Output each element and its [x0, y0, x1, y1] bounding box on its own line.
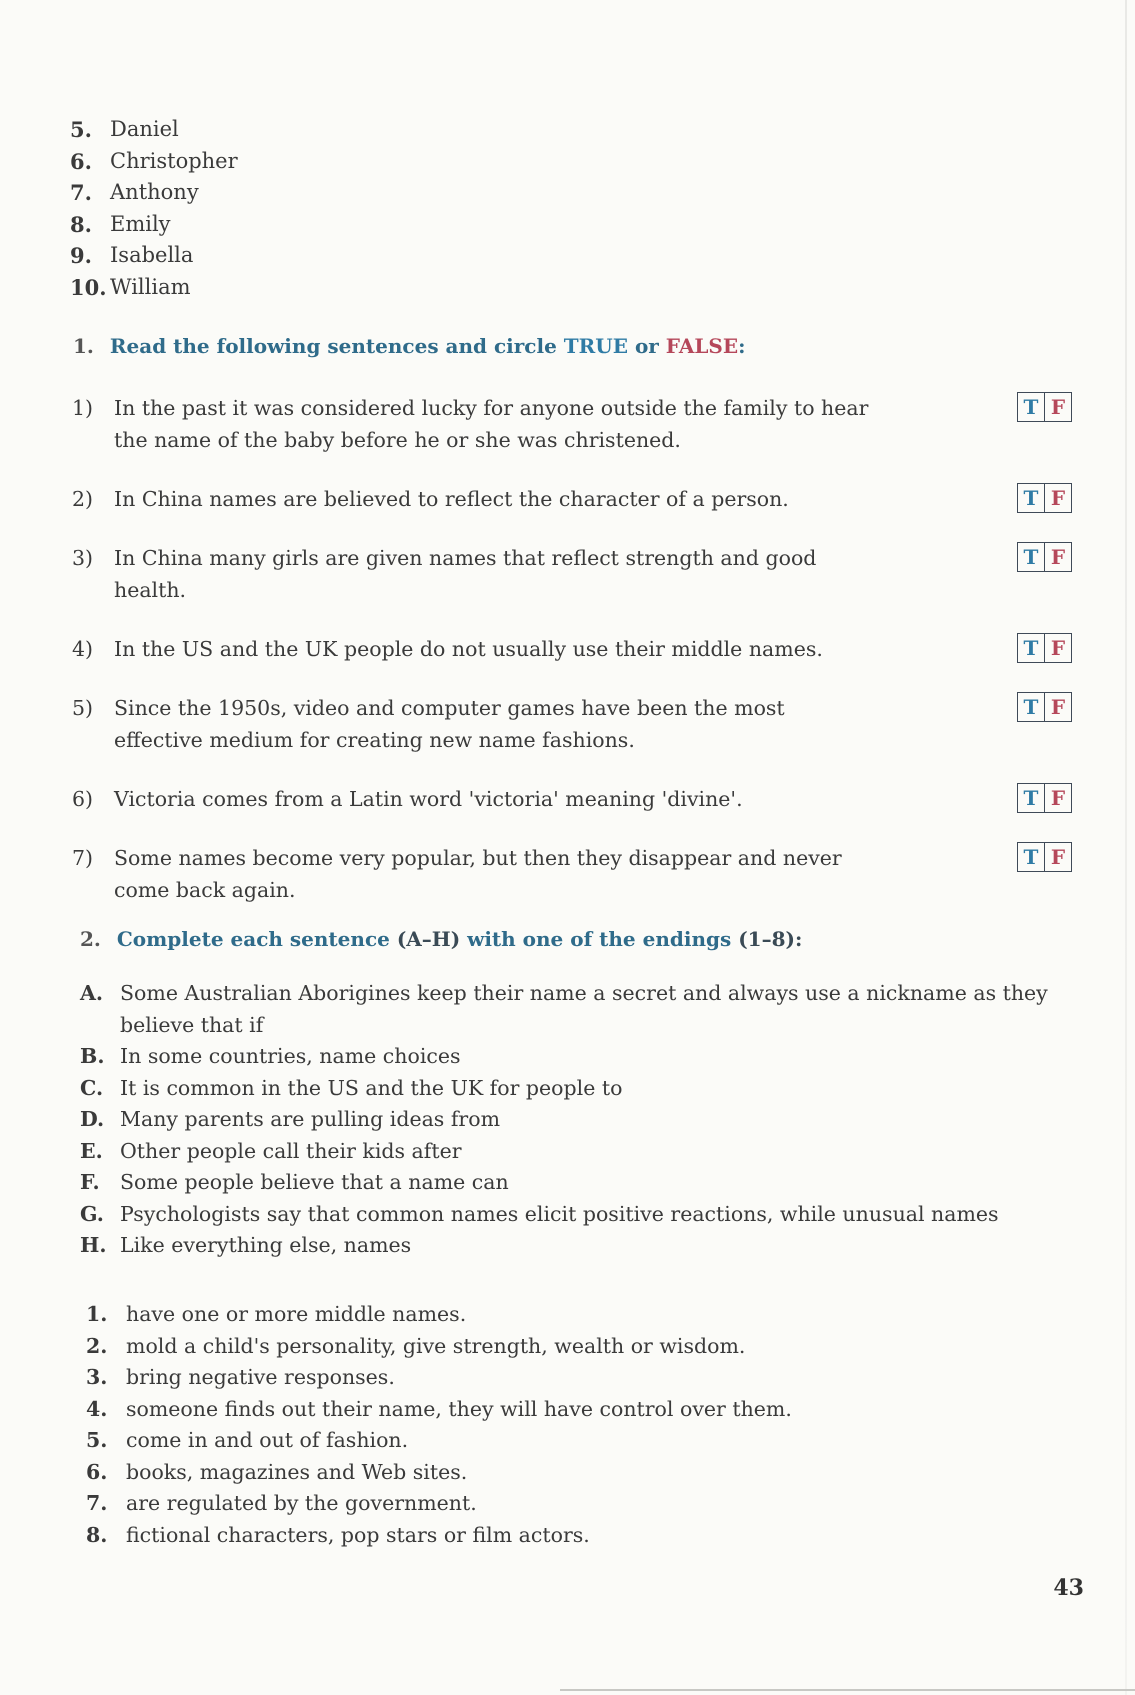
ending-text: fictional characters, pop stars or film actors.: [126, 1522, 590, 1547]
sentence-text: It is common in the US and the UK for people to: [120, 1075, 623, 1100]
statement-text: In the past it was considered lucky for anyone outside the family to hear the name of the baby before he or she was christened.: [114, 396, 869, 452]
statement-number: 2): [72, 487, 94, 511]
statement-text: In China many girls are given names that reflect strength and good health.: [114, 546, 817, 602]
list-item: [86, 1457, 792, 1489]
true-false-box[interactable]: [1017, 392, 1072, 422]
exercise-2-heading: [80, 927, 802, 951]
page-number: 43: [1053, 1575, 1084, 1601]
sentence-text: Many parents are pulling ideas from: [120, 1107, 501, 1131]
false-option[interactable]: F: [1044, 634, 1071, 662]
sentence-letter: E.: [80, 1138, 103, 1163]
statement-number: 1): [72, 396, 94, 420]
sentence-text: Psychologists say that common names elicit positive reactions, while unusual names: [120, 1201, 999, 1226]
ending-number: 2.: [86, 1333, 108, 1358]
item-number: 5.: [70, 117, 92, 142]
false-option[interactable]: F: [1044, 393, 1071, 421]
sentence-text: Some Australian Aborigines keep their name a secret and always use a nickname as they believe that if: [120, 981, 1048, 1037]
ending-text: have one or more middle names.: [126, 1302, 467, 1326]
statement-text: Some names become very popular, but then they disappear and never come back again.: [114, 846, 842, 902]
list-item: [86, 1362, 792, 1394]
statement-number: 4): [72, 637, 94, 661]
list-item: [70, 240, 238, 272]
statement-row: [72, 392, 1072, 456]
item-name: Daniel: [110, 117, 179, 141]
list-item: [80, 1230, 1080, 1262]
list-item: [86, 1394, 792, 1426]
sentence-text: In some countries, name choices: [120, 1044, 461, 1068]
sentence-text: Like everything else, names: [120, 1233, 412, 1257]
statement-text: Since the 1950s, video and computer games have been the most effective medium for creating new name fashions.: [114, 696, 785, 752]
statement-number: 6): [72, 787, 94, 811]
list-item: [86, 1488, 792, 1520]
statement-number: 3): [72, 546, 94, 570]
item-number: 9.: [70, 243, 92, 268]
heading-text: Complete each sentence: [116, 927, 397, 951]
letter-range: (A–H): [396, 927, 461, 951]
exercise-1-heading: [73, 334, 745, 358]
sentence-letter: A.: [80, 981, 104, 1005]
item-name: Anthony: [110, 180, 199, 204]
list-item: [70, 209, 238, 241]
list-item: [80, 1199, 1080, 1231]
page-edge: [1125, 0, 1127, 1695]
heading-colon: :: [794, 927, 803, 951]
list-item: [86, 1520, 792, 1552]
statement-list: [72, 392, 1072, 933]
sentence-endings: [86, 1299, 792, 1551]
ending-number: 7.: [86, 1491, 108, 1515]
list-item: [86, 1299, 792, 1331]
sentence-letter: F.: [80, 1170, 100, 1194]
false-option[interactable]: F: [1044, 543, 1071, 571]
false-option[interactable]: F: [1044, 784, 1071, 812]
ending-number: 6.: [86, 1459, 108, 1484]
ending-number: 3.: [86, 1365, 108, 1389]
list-item: [80, 978, 1080, 1041]
sentence-letter: D.: [80, 1107, 105, 1131]
ending-text: bring negative responses.: [126, 1365, 395, 1389]
item-name: Christopher: [110, 148, 238, 173]
false-option[interactable]: F: [1044, 484, 1071, 512]
statement-row: [72, 633, 1072, 665]
statement-number: 5): [72, 696, 94, 720]
ending-text: are regulated by the government.: [126, 1491, 477, 1515]
heading-text: with one of the endings: [460, 927, 739, 951]
ending-text: come in and out of fashion.: [126, 1428, 409, 1452]
statement-row: [72, 842, 1072, 906]
list-item: [86, 1425, 792, 1457]
exercise-number: 2.: [80, 927, 101, 951]
statement-row: [72, 783, 1072, 815]
true-option[interactable]: T: [1023, 636, 1039, 660]
statement-row: [72, 692, 1072, 756]
true-option[interactable]: T: [1023, 545, 1039, 569]
ending-text: someone finds out their name, they will have control over them.: [126, 1396, 792, 1421]
list-item: [80, 1136, 1080, 1168]
true-false-box[interactable]: [1017, 483, 1072, 513]
ending-number: 4.: [86, 1396, 108, 1421]
true-word: TRUE: [563, 334, 628, 358]
list-item: [70, 177, 238, 209]
heading-colon: :: [738, 334, 746, 358]
ending-number: 8.: [86, 1522, 108, 1547]
ending-text: mold a child's personality, give strength, wealth or wisdom.: [126, 1333, 746, 1358]
list-item: [80, 1041, 1080, 1073]
list-item: [70, 272, 238, 304]
list-item: [70, 114, 238, 146]
list-item: [80, 1167, 1080, 1199]
true-option[interactable]: T: [1023, 695, 1039, 719]
sentence-text: Some people believe that a name can: [120, 1170, 509, 1194]
ending-number: 5.: [86, 1428, 108, 1452]
item-number: 6.: [70, 148, 92, 174]
true-false-box[interactable]: [1017, 633, 1072, 663]
true-false-box[interactable]: [1017, 692, 1072, 722]
item-name: Isabella: [110, 243, 194, 267]
item-number: 10.: [70, 274, 107, 300]
item-name: Emily: [110, 211, 171, 236]
statement-row: [72, 542, 1072, 606]
list-item: [86, 1331, 792, 1363]
sentence-letter: H.: [80, 1233, 107, 1257]
ending-text: books, magazines and Web sites.: [126, 1459, 468, 1484]
ending-number: 1.: [86, 1302, 108, 1326]
statement-row: [72, 483, 1072, 515]
statement-number: 7): [72, 846, 94, 870]
true-option[interactable]: T: [1023, 845, 1039, 869]
sentence-letter: G.: [80, 1201, 104, 1226]
exercise-number: 1.: [73, 334, 94, 358]
true-false-box[interactable]: [1017, 783, 1072, 813]
heading-text: Read the following sentences and circle: [109, 334, 564, 358]
list-item: [70, 146, 238, 178]
list-item: [80, 1073, 1080, 1105]
name-list: [70, 114, 238, 303]
statement-text: In China names are believed to reflect the character of a person.: [114, 487, 789, 511]
true-option[interactable]: T: [1023, 486, 1039, 510]
bottom-rule: [560, 1689, 1135, 1691]
statement-text: In the US and the UK people do not usually use their middle names.: [114, 637, 823, 661]
sentence-text: Other people call their kids after: [120, 1138, 462, 1163]
sentence-letter: B.: [80, 1044, 105, 1068]
true-option[interactable]: T: [1023, 786, 1039, 810]
or-word: or: [627, 334, 666, 358]
sentence-beginnings: [80, 978, 1080, 1262]
sentence-letter: C.: [80, 1075, 104, 1100]
false-word: FALSE: [665, 334, 739, 358]
true-false-box[interactable]: [1017, 542, 1072, 572]
number-range: (1–8): [738, 927, 795, 951]
false-option[interactable]: F: [1044, 693, 1071, 721]
item-name: William: [110, 274, 191, 299]
true-option[interactable]: T: [1023, 395, 1039, 419]
list-item: [80, 1104, 1080, 1136]
true-false-box[interactable]: [1017, 842, 1072, 872]
false-option[interactable]: F: [1044, 843, 1071, 871]
item-number: 8.: [70, 211, 92, 237]
item-number: 7.: [70, 180, 92, 205]
statement-text: Victoria comes from a Latin word 'victoria' meaning 'divine'.: [114, 787, 743, 811]
